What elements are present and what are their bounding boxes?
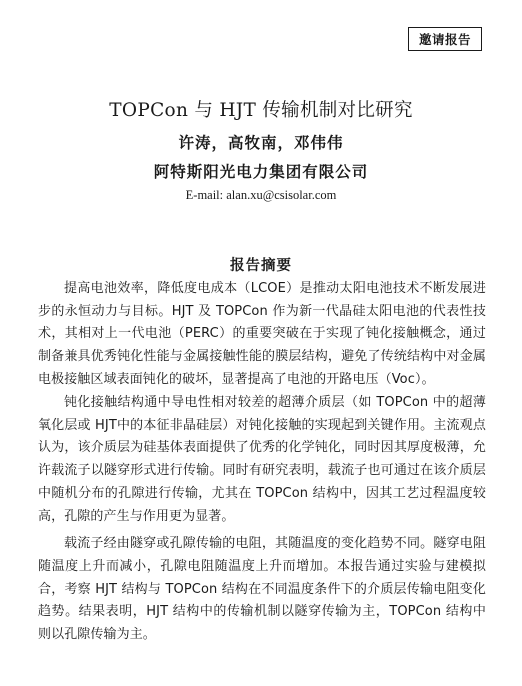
abstract-paragraph: 载流子经由隧穿或孔隙传输的电阻，其随温度的变化趋势不同。隧穿电阻随温度上升而减小，孔隙电阻随温度上升而增加。本报告通过实验与建模拟合，考察 HJT 结构与 TOPCon 结构在不同温度条件下的介质层传输电阻变化趋势。结果表明，HJT 结构中的传输机制以隧穿传输为主，TOPCon 结构中则以孔隙传输为主。 (38, 536, 486, 643)
affiliation: 阿特斯阳光电力集团有限公司 (153, 163, 369, 181)
paper-title: TOPCon 与 HJT 传输机制对比研究 (109, 100, 413, 121)
author-list: 许涛，高牧南，邓伟伟 (178, 134, 344, 152)
contact-email[interactable]: E-mail: alan.xu@csisolar.com (185, 188, 337, 202)
abstract-paragraph: 钝化接触结构通中导电性相对较差的超薄介质层（如 TOPCon 中的超薄氧化层或 HJT中的本征非晶硅层）对钝化接触的实现起到关键作用。主流观点认为，该介质层为硅基体表面提供了优秀的化学钝化，同时因其厚度极薄，允许载流子以隧穿形式进行传输。同时有研究表明，载流子也可通过在该介质层中随机分布的孔隙进行传输，尤其在 TOPCon 结构中，因其工艺过程温度较高，孔隙的产生与作用更为显著。 (38, 395, 486, 524)
abstract-body (38, 278, 486, 647)
abstract-heading: 报告摘要 (230, 258, 292, 274)
abstract-paragraph: 提高电池效率，降低度电成本（LCOE）是推动太阳电池技术不断发展进步的永恒动力与目标。HJT 及 TOPCon 作为新一代晶硅太阳电池的代表性技术，其相对上一代电池（PERC）的重要突破在于实现了钝化接触概念，通过制备兼具优秀钝化性能与金属接触性能的膜层结构，避免了传统结构中对金属电极接触区域表面钝化的破坏，显著提高了电池的开路电压（Voc）。 (38, 281, 486, 387)
invited-report-badge: 邀请报告 (408, 27, 482, 51)
